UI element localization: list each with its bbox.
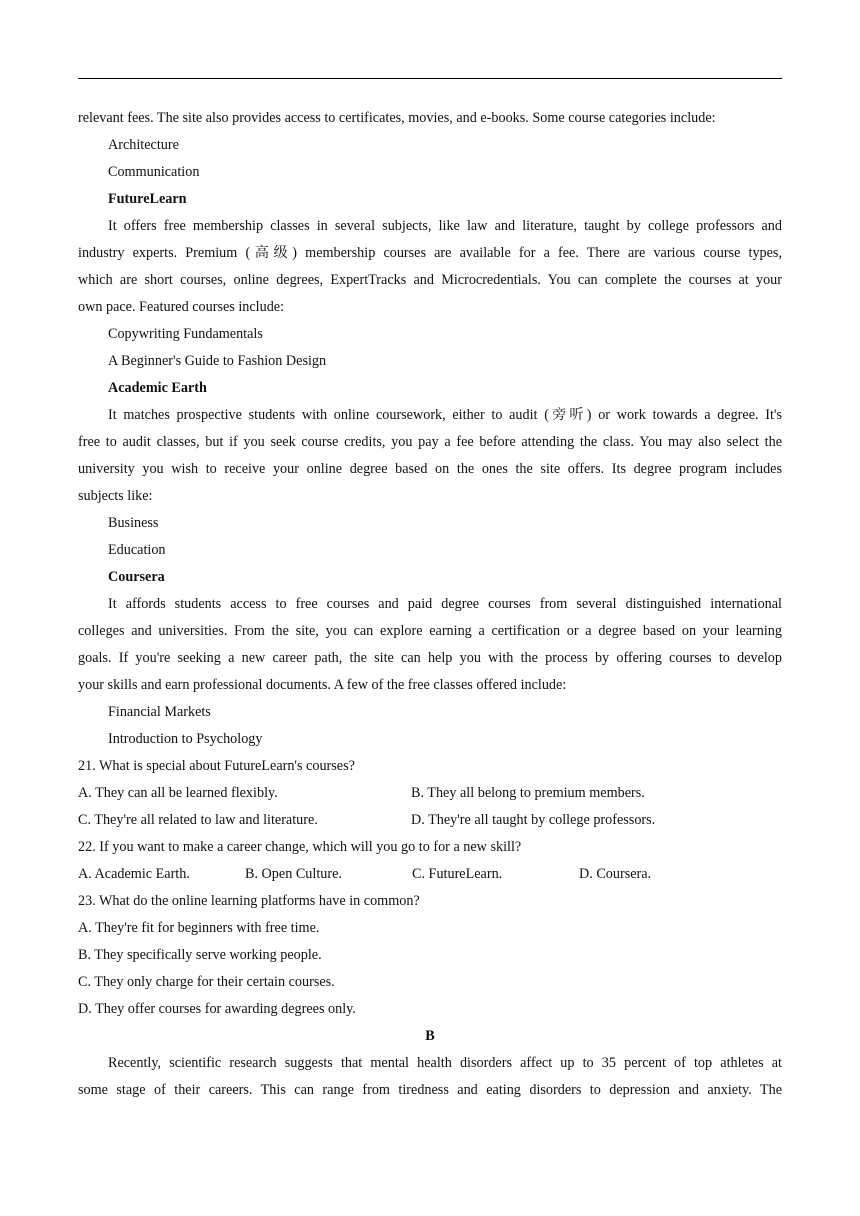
category-item: Communication	[108, 164, 200, 180]
question-22-stem: 22. If you want to make a career change, which will you go to for a new skill?	[78, 839, 522, 855]
futurelearn-paragraph-line: which are short courses, online degrees, ExpertTracks and Microcredentials. You can complete the courses at your	[78, 272, 782, 288]
question-23-stem: 23. What do the online learning platforms have in common?	[78, 893, 420, 909]
header-rule	[78, 78, 782, 79]
subject-item: Business	[108, 515, 159, 531]
futurelearn-paragraph-line: industry experts. Premium (高级) membership courses are available for a fee. There are various course types,	[78, 245, 782, 261]
passage-b-paragraph-line: some stage of their careers. This can range from tiredness and eating disorders to depression and anxiety. The	[78, 1082, 782, 1098]
passage-b-heading: B	[425, 1028, 435, 1044]
question-21-stem: 21. What is special about FutureLearn's courses?	[78, 758, 355, 774]
option-c: C. They're all related to law and literature.	[78, 812, 318, 828]
category-item: Architecture	[108, 137, 179, 153]
option-d: D. They're all taught by college professors.	[411, 812, 656, 828]
option-b: B. Open Culture.	[245, 866, 342, 882]
subject-item: Education	[108, 542, 166, 558]
course-item: A Beginner's Guide to Fashion Design	[108, 353, 327, 369]
option-d: D. They offer courses for awarding degrees only.	[78, 1001, 356, 1017]
academic-earth-paragraph-line: It matches prospective students with online coursework, either to audit (旁听) or work towards a degree. It's	[108, 407, 782, 423]
class-item: Introduction to Psychology	[108, 731, 263, 747]
option-b: B. They all belong to premium members.	[411, 785, 645, 801]
academic-earth-paragraph-line: subjects like:	[78, 488, 153, 504]
coursera-heading: Coursera	[108, 569, 165, 585]
academic-earth-heading: Academic Earth	[108, 380, 207, 396]
option-c: C. FutureLearn.	[412, 866, 503, 882]
option-a: A. They're fit for beginners with free time.	[78, 920, 320, 936]
intro-tail-line: relevant fees. The site also provides access to certificates, movies, and e-books. Some course categories include:	[78, 110, 716, 126]
option-b: B. They specifically serve working people.	[78, 947, 322, 963]
coursera-paragraph-line: goals. If you're seeking a new career path, the site can help you with the process by offering courses to develop	[78, 650, 782, 666]
course-item: Copywriting Fundamentals	[108, 326, 263, 342]
coursera-paragraph-line: colleges and universities. From the site, you can explore earning a certification or a degree based on your learning	[78, 623, 782, 639]
passage-b-paragraph-line: Recently, scientific research suggests that mental health disorders affect up to 35 percent of top athletes at	[108, 1055, 782, 1071]
coursera-paragraph-line: It affords students access to free courses and paid degree courses from several distinguished international	[108, 596, 782, 612]
futurelearn-paragraph-line: own pace. Featured courses include:	[78, 299, 285, 315]
academic-earth-paragraph-line: university you wish to receive your online degree based on the ones the site offers. Its degree program includes	[78, 461, 782, 477]
question-21-options-row	[78, 780, 782, 807]
page-content	[78, 105, 782, 1104]
futurelearn-paragraph-line: It offers free membership classes in several subjects, like law and literature, taught by college professors and	[108, 218, 782, 234]
option-a: A. Academic Earth.	[78, 866, 190, 882]
question-22-options-row	[78, 861, 782, 888]
class-item: Financial Markets	[108, 704, 211, 720]
option-c: C. They only charge for their certain courses.	[78, 974, 335, 990]
option-a: A. They can all be learned flexibly.	[78, 785, 278, 801]
academic-earth-paragraph-line: free to audit classes, but if you seek course credits, you pay a fee before attending the class. You may also select the	[78, 434, 782, 450]
option-d: D. Coursera.	[579, 866, 652, 882]
question-21-options-row	[78, 807, 782, 834]
coursera-paragraph-line: your skills and earn professional documents. A few of the free classes offered include:	[78, 677, 567, 693]
futurelearn-heading: FutureLearn	[108, 191, 187, 207]
